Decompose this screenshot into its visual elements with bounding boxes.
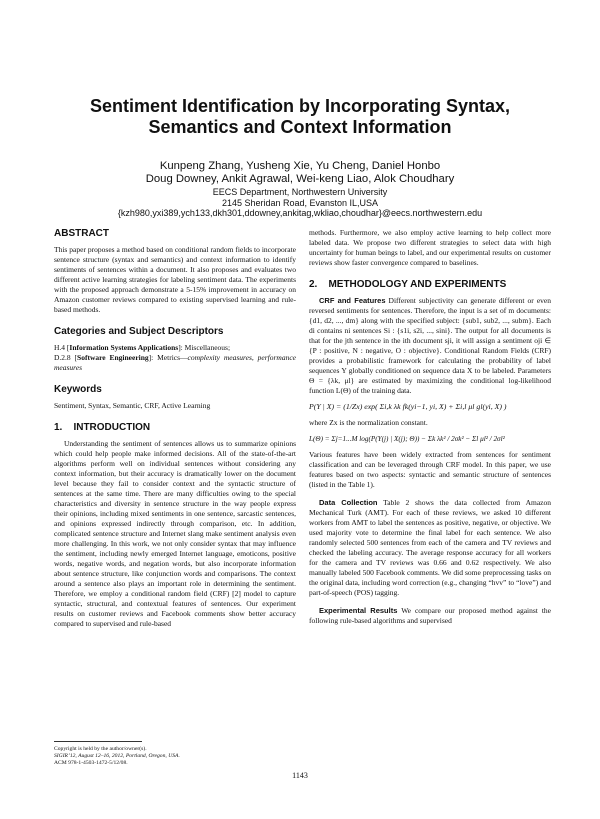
conference-line: SIGIR’12, August 12–16, 2012, Portland, Oregon, USA.: [54, 753, 180, 759]
affiliation: [40, 187, 560, 219]
data-collection-text: Table 2 shows the data collected from Amazon Mechanical Turk (AMT). For each of these reviews, we asked 10 different workers from AMT to label the sentences as positive, negative, or objective. We used majority vote to determine the final label for each sentence. We also randomly selected 500 sentences from each of the camera and TV reviews and checked the labeling accuracy. The average response accuracy for all workers for the camera and TV reviews was 0.66 and 0.62 respectively. We also manually labeled 500 Facebook comments. We did some preprocessing tasks on the original data, including word correction (e.g., changing “hvv” to “love”) and part-of-speech (POS) tagging.: [309, 498, 551, 597]
category-measures: complexity measures, performance measures: [54, 353, 296, 372]
category-name-se: Software Engineering: [77, 353, 149, 362]
categories-text: [54, 343, 296, 373]
title-line-2: Semantics and Context Information: [148, 117, 452, 137]
crf-text: Different subjectivity can generate different or even reversed sentiments for sentences. Therefore, the input is a set of m documents: {d1, d2, ..., dm} along with the specified subject: {sub1, sub2, ..., subm}. Each di contains ni sentences Si : {s1i, s2i, ..., sini}. The output for all documents is that for the jth sentence in the ith document sji, it will assign a sentiment oji ∈ {P : positive, N : negative, O : objective}. Conditional Random Fields (CRF) provides a probabilistic framework for calculating the probability of label sequences Y globally conditioned on sequence data X to be labeled. Parameters Θ = {λk, μl} are estimated by maximizing the conditional log-likelihood function L(Θ) of the training data.: [309, 296, 551, 395]
abstract-heading: ABSTRACT: [54, 228, 109, 239]
copyright-block: [54, 741, 296, 767]
crf-paragraph: [309, 296, 551, 396]
category-name-isa: Information Systems Applications: [69, 343, 179, 352]
crf-run-heading: CRF and Features: [319, 296, 386, 305]
copyright-line: Copyright is held by the author/owner(s).: [54, 746, 147, 752]
footnote-rule: [54, 741, 142, 742]
acm-isbn-line: ACM 978-1-4503-1472-5/12/08.: [54, 760, 128, 766]
experimental-results-run-heading: Experimental Results: [319, 606, 398, 615]
paper-title: [40, 96, 560, 138]
authors-line-1: Kunpeng Zhang, Yusheng Xie, Yu Cheng, Daniel Honbo: [159, 160, 441, 172]
author-emails: {kzh980,yxi389,ych133,dkh301,ddowney,ankitag,wkliao,choudhar}@eecs.northwestern.edu: [117, 208, 483, 218]
introduction-heading: 1. INTRODUCTION: [54, 422, 151, 433]
left-column: [54, 228, 296, 629]
introduction-text: Understanding the sentiment of sentences allows us to summarize opinions which could help people make informed decisions. All of the state-of-the-art algorithms perform well on individual sentences without considering any context information, but their accuracy is dramatically lower on the document level because they fail to consider context and the syntactic structure of sentences at the same time. There are many difficulties owing to the special characteristics and diversity in sentence structure in the way people express their opinions, including mixed sentiments in one sentence, sarcastic sentences, and opinions expressed indirectly through comparison, etc. In addition, complicated sentence structure and Internet slang make sentiment analysis even more challenging. In this work, we not only consider syntax that may influence the sentiment, including newly emerged Internet language, emoticons, positive words, negative words, and negation words, but also incorporate information about sentence structure, like conjunction words and comparisons. The context around a sentence also plays an important role in determining the sentiment. Therefore, we employ a conditional random field (CRF) [2] model to capture syntactic, structural, and contextual features of sentences. Our experiment results on customer reviews and Facebook comments show better accuracy compared to supervised and rule-based: [54, 439, 296, 628]
keywords-text: Sentiment, Syntax, Semantic, CRF, Active Learning: [54, 401, 211, 410]
data-collection-paragraph: [309, 498, 551, 598]
abstract-text: This paper proposes a method based on conditional random fields to incorporate sentence structure (syntax and semantics) and context information to identify sentiments of sentences within a document. It also proposes and evaluates two different active learning strategies for labeling sentiment data. The experiments with the proposed approach demonstrate a 5-15% improvement in accuracy on Amazon customer reviews compared to existing supervised learning and rule-based methods.: [54, 245, 296, 314]
category-rest-h4: ]: Miscellaneous;: [178, 343, 231, 352]
category-code-h4: H.4 [: [54, 343, 70, 352]
page-number: 1143: [292, 771, 308, 780]
equation-crf-probability: P(Y | X) = (1/Zx) exp( Σi,k λk fk(yi−1, yi, X) + Σi,l μl gl(yi, X) ): [309, 402, 507, 411]
title-line-1: Sentiment Identification by Incorporating Syntax,: [89, 96, 511, 116]
category-rest-d28: ]: Metrics—: [148, 353, 188, 362]
methodology-heading: 2. METHODOLOGY AND EXPERIMENTS: [309, 279, 507, 290]
affiliation-address: 2145 Sheridan Road, Evanston IL,USA: [221, 197, 379, 208]
right-column: [309, 228, 551, 626]
affiliation-department: EECS Department, Northwestern University: [212, 187, 388, 197]
experimental-results-paragraph: [309, 606, 551, 626]
author-list: [40, 160, 560, 186]
introduction-continued: methods. Furthermore, we also employ active learning to help collect more labeled data. We propose two different strategies to select data with high uncertainty for human beings to label, and our experimental results on customer reviews show faster convergence compared to baselines.: [309, 228, 551, 267]
normalization-text: where Zx is the normalization constant.: [309, 418, 428, 427]
authors-line-2: Doug Downey, Ankit Agrawal, Wei-keng Liao, Alok Choudhary: [145, 173, 455, 185]
categories-heading: Categories and Subject Descriptors: [54, 326, 224, 337]
data-collection-run-heading: Data Collection: [319, 498, 378, 507]
category-code-d28: D.2.8 [: [54, 353, 78, 362]
keywords-heading: Keywords: [54, 384, 102, 395]
experimental-results-text: We compare our proposed method against the following rule-based algorithms and supervised: [309, 606, 551, 625]
equation-log-likelihood: L(Θ) = Σj=1...M log(P(Y(j) | X(j); Θ)) − Σk λk² / 2σk² − Σl μl² / 2σl²: [309, 435, 505, 443]
features-text: Various features have been widely extracted from sentences for sentiment classification and can be leveraged through CRF model. In this paper, we use features based on two aspects: syntactic and semantic structure of sentences (listed in the Table 1).: [309, 450, 551, 489]
